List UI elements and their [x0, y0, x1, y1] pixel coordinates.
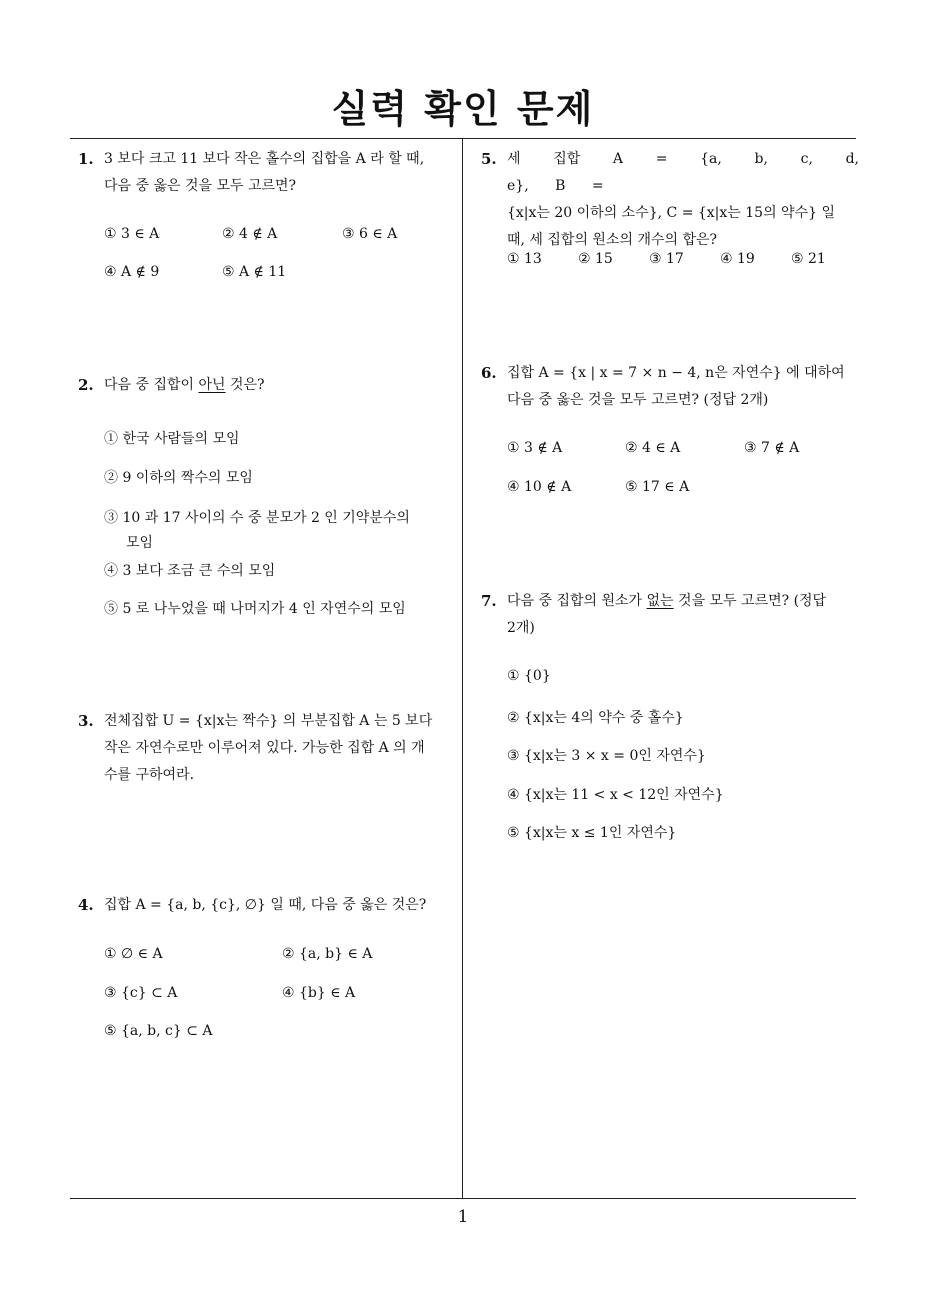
stem-line: 다음 중 옳은 것을 모두 고르면? — [104, 178, 297, 194]
stem-line: 집합 A = {a, b, {c}, ∅} 일 때, 다음 중 옳은 것은? — [104, 897, 427, 913]
page-number: 1 — [457, 1207, 469, 1227]
question-number: 6. — [481, 364, 497, 382]
stem-text: 것을 모두 고르면? (정답 — [673, 593, 827, 609]
underlined-keyword: 없는 — [646, 593, 674, 609]
option-5[interactable]: ⑤ 21 — [791, 251, 826, 267]
option-1[interactable]: ① 3 ∈ A — [104, 226, 160, 242]
question-number: 7. — [481, 592, 497, 610]
stem-text: 것은? — [225, 377, 265, 393]
option-4[interactable]: ④ {x|x는 11 < x < 12인 자연수} — [507, 787, 724, 803]
question-number: 2. — [78, 376, 94, 394]
question-stem — [104, 708, 456, 789]
option-3[interactable]: ③ {x|x는 3 × x = 0인 자연수} — [507, 748, 706, 764]
option-2[interactable]: ② 15 — [578, 251, 613, 267]
stem-line: 전체집합 U = {x|x는 짝수} 의 부분집합 A 는 5 보다 — [104, 713, 433, 729]
bottom-rule — [70, 1198, 856, 1199]
option-3-continued: 모임 — [126, 535, 154, 551]
option-3[interactable]: ③ 10 과 17 사이의 수 중 분모가 2 인 기약분수의 — [104, 510, 410, 526]
question-stem — [104, 892, 456, 919]
option-3[interactable]: ③ 6 ∈ A — [342, 226, 398, 242]
question-6 — [481, 360, 859, 414]
option-3[interactable]: ③ 7 ∉ A — [744, 440, 800, 456]
option-5[interactable]: ⑤ {x|x는 x ≤ 1인 자연수} — [507, 825, 677, 841]
option-2[interactable]: ② 4 ∈ A — [625, 440, 681, 456]
option-4[interactable]: ④ {b} ∈ A — [282, 985, 356, 1001]
option-1[interactable]: ① 13 — [507, 251, 542, 267]
stem-text: 다음 중 집합이 — [104, 377, 199, 393]
stem-line: 집합 A = {x | x = 7 × n − 4, n은 자연수} 에 대하여 — [507, 365, 845, 381]
stem-text: 다음 중 집합의 원소가 — [507, 593, 647, 609]
stem-line: 때, 세 집합의 원소의 개수의 합은? — [507, 232, 718, 248]
option-5[interactable]: ⑤ 17 ∈ A — [625, 479, 690, 495]
option-4[interactable]: ④ 10 ∉ A — [507, 479, 572, 495]
option-4[interactable]: ④ 3 보다 조금 큰 수의 모임 — [104, 563, 276, 579]
question-1 — [78, 146, 456, 200]
option-1[interactable]: ① ∅ ∈ A — [104, 946, 163, 962]
question-7 — [481, 588, 859, 642]
stem-line: 2개) — [507, 620, 535, 636]
question-5 — [481, 146, 859, 254]
underlined-keyword: 아닌 — [198, 377, 226, 393]
question-stem — [104, 372, 456, 399]
question-4 — [78, 892, 456, 919]
question-3 — [78, 708, 456, 789]
question-2 — [78, 372, 456, 399]
question-number: 3. — [78, 712, 94, 730]
option-2[interactable]: ② {a, b} ∈ A — [282, 946, 373, 962]
question-stem — [507, 146, 859, 254]
page-title: 실력 확인 문제 — [331, 87, 595, 131]
option-2[interactable]: ② {x|x는 4의 약수 중 홀수} — [507, 710, 684, 726]
question-stem — [507, 588, 859, 642]
option-3[interactable]: ③ 17 — [649, 251, 684, 267]
question-number: 1. — [78, 150, 94, 168]
option-1[interactable]: ① {0} — [507, 668, 551, 684]
option-1[interactable]: ① 한국 사람들의 모임 — [104, 431, 240, 447]
stem-line: 세 집합 A = {a, b, c, d, e}, B = — [507, 151, 859, 194]
option-5[interactable]: ⑤ {a, b, c} ⊂ A — [104, 1023, 213, 1039]
option-5[interactable]: ⑤ 5 로 나누었을 때 나머지가 4 인 자연수의 모임 — [104, 601, 406, 617]
stem-line: 다음 중 옳은 것을 모두 고르면? (정답 2개) — [507, 392, 769, 408]
option-1[interactable]: ① 3 ∉ A — [507, 440, 563, 456]
stem-line: {x|x는 20 이하의 소수}, C = {x|x는 15의 약수} 일 — [507, 205, 835, 221]
column-divider — [462, 139, 463, 1199]
stem-line: 작은 자연수로만 이루어져 있다. 가능한 집합 A 의 개 — [104, 740, 425, 756]
option-2[interactable]: ② 4 ∉ A — [222, 226, 278, 242]
question-number: 5. — [481, 150, 497, 168]
stem-line: 3 보다 크고 11 보다 작은 홀수의 집합을 A 라 할 때, — [104, 151, 425, 167]
question-number: 4. — [78, 896, 94, 914]
option-2[interactable]: ② 9 이하의 짝수의 모임 — [104, 470, 253, 486]
option-5[interactable]: ⑤ A ∉ 11 — [222, 264, 287, 280]
question-stem — [104, 146, 456, 200]
option-3[interactable]: ③ {c} ⊂ A — [104, 985, 178, 1001]
top-rule — [70, 138, 856, 139]
option-4[interactable]: ④ A ∉ 9 — [104, 264, 160, 280]
question-stem — [507, 360, 859, 414]
option-4[interactable]: ④ 19 — [720, 251, 755, 267]
stem-line: 수를 구하여라. — [104, 767, 195, 783]
